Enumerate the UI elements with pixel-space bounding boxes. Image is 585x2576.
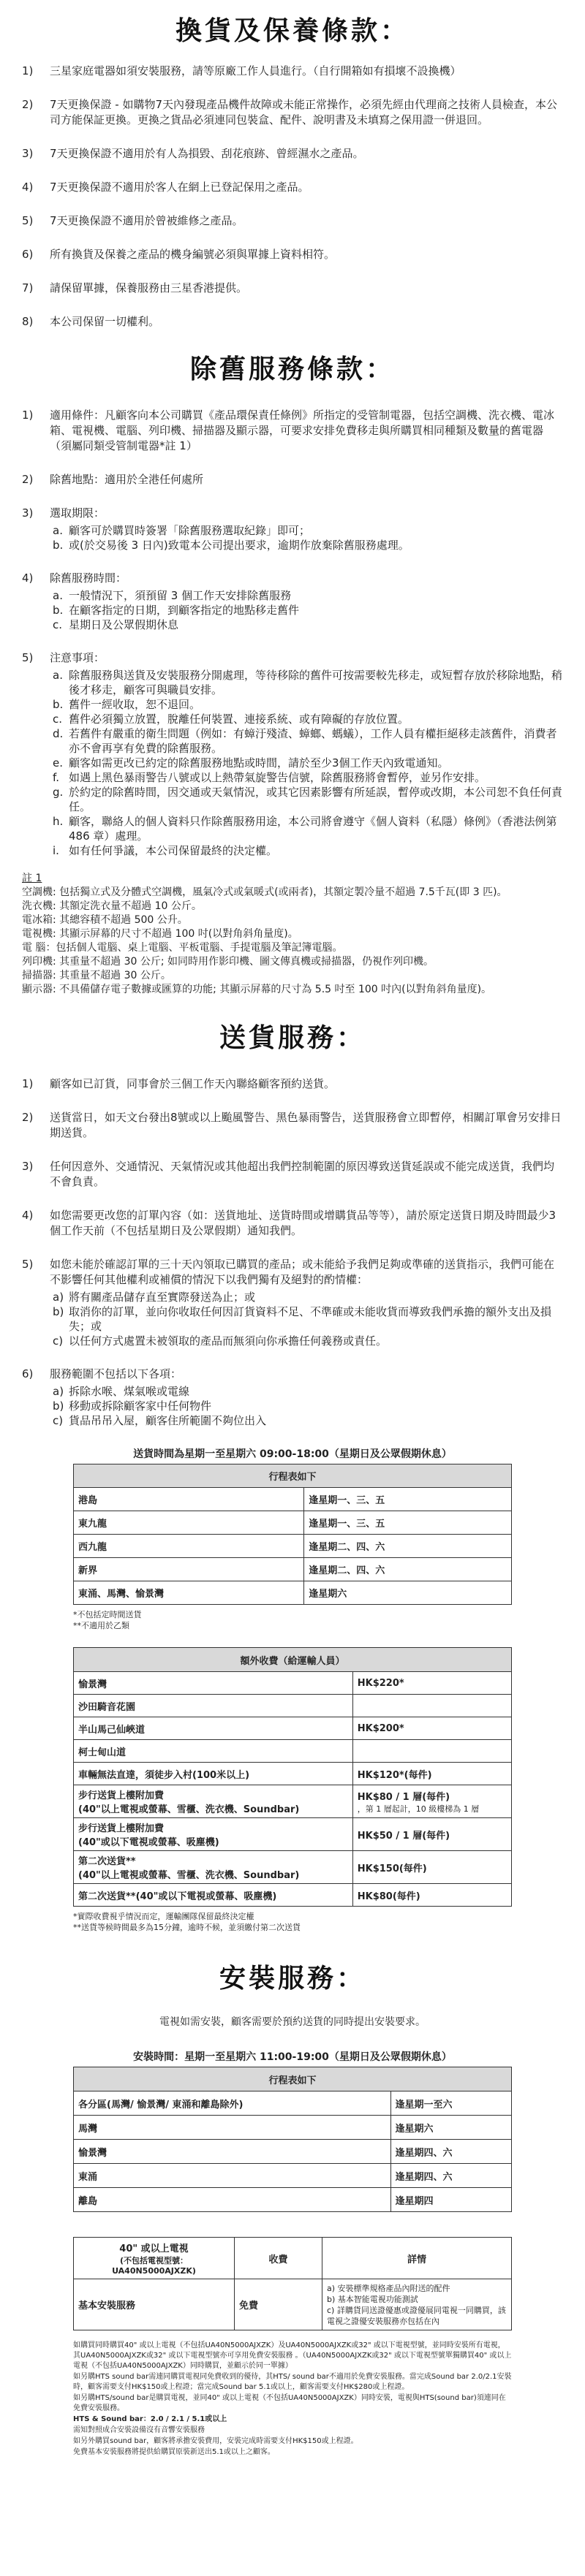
area-cell: 愉景灣 <box>74 2140 391 2164</box>
note-line: 電視機: 其顯示屏幕的尺寸不超過 100 吋(以對角斜角量度)。 <box>22 928 298 940</box>
table-header: 行程表如下 <box>74 2067 512 2091</box>
install-fine-print <box>73 2341 512 2458</box>
note-title: 註 1 <box>22 873 42 884</box>
list-item: 6) 所有換貨及保養之產品的機身編號必須與單據上資料相符。 <box>22 248 336 261</box>
note-line: **送貨等候時間最多為15分鐘，逾時不候，並須繳付第二次送貨 <box>73 1923 301 1932</box>
list-item: 6) 服務範圍不包括以下各項： a) 拆除水喉、煤氣喉或電線 b) 移動或拆除顧客家中任何物件 c) 貨品吊吊入屋，顧客住所範圍不夠位出入 <box>22 1367 563 1428</box>
table-row <box>74 1763 512 1785</box>
sub-item: f. 如遇上黑色暴雨警告八號或以上熱帶氣旋警告信號，除舊服務將會暫停，並另作安排。 <box>53 771 486 784</box>
area-cell: 各分區(馬灣/ 愉景灣/ 東涌和離島除外) <box>74 2091 391 2116</box>
table-row <box>74 1672 512 1695</box>
fee-value: HK$150(每件) <box>352 1851 511 1884</box>
sub-item: b. 在顧客指定的日期，到顧客指定的地點移走舊件 <box>53 604 300 617</box>
fee-item: 車輛無法直達，須徒步入村(100米以上) <box>74 1763 353 1785</box>
area-cell: 東涌、馬灣、愉景灣 <box>74 1581 304 1605</box>
table-row <box>74 2116 512 2140</box>
removal-list <box>22 408 563 858</box>
sub-item: e. 顧客如需更改已約定的除舊服務地點或時間，請於至少3個工作天內致電通知。 <box>53 756 449 770</box>
table-header: 行程表如下 <box>74 1464 512 1488</box>
fee-col-header: 收費 <box>235 2238 322 2279</box>
note-line: 空調機: 包括獨立式及分體式空調機，風氣冷式或氣暖式(或兩者)，其額定製冷量不超過 7.5千瓦(即 3 匹)。 <box>22 886 507 898</box>
note-line: 列印機: 其重量不超過 30 公斤; 如同時用作影印機、圖文傳真機或掃描器，仍視作列印機。 <box>22 956 434 968</box>
table-row <box>74 1558 512 1581</box>
fee-value <box>352 1740 511 1763</box>
fine-line: 如另購HTS/sound bar是購買電視，並同40" 或以上電視（不包括UA40N5000AJXZK）同時安裝，電視與HTS(sound bar)須連同在免費安裝服務。 <box>73 2394 506 2412</box>
removal-note <box>22 872 563 997</box>
fine-line: 如另購HTS sound bar需連同購買電視同免費收到的優待，其HTS/ sound bar不適用於免費安裝服務。當完成Sound bar 2.0/2.1安裝時，顧客需要支付HK$150或上程證；當完成Sound bar 5.1或以上，顧客需要支付HK$280或上程證。 <box>73 2373 512 2391</box>
sub-item: a) 拆除水喉、煤氣喉或電線 <box>53 1385 190 1398</box>
sub-item: c) 貨品吊吊入屋，顧客住所範圍不夠位出入 <box>53 1414 267 1427</box>
delivery-schedule-table <box>73 1464 512 1605</box>
area-cell: 東九龍 <box>74 1511 304 1535</box>
fee-item: 步行送貨上樓附加費 (40"或以下電視或螢幕、吸塵機) <box>74 1818 353 1851</box>
days-cell: 逢星期二、四、六 <box>304 1535 512 1558</box>
note-line: **不適用於乙類 <box>73 1621 129 1630</box>
fee-value <box>352 1695 511 1717</box>
table-row <box>74 1884 512 1907</box>
sub-item: b) 移動或拆除顧客家中任何物件 <box>53 1399 212 1413</box>
days-cell: 逢星期一、三、五 <box>304 1488 512 1511</box>
delivery-list <box>22 1076 563 1428</box>
days-cell: 逢星期二、四、六 <box>304 1558 512 1581</box>
list-item: 2) 送貨當日，如天文台發出8號或以上颱風警告、黑色暴雨警告，送貨服務會立即暫停，相關訂單會另安排日期送貨。 <box>22 1111 562 1139</box>
warranty-list <box>22 64 563 330</box>
sub-item: g. 於約定的除舊時間，因交通或天氣情況，或其它因素影響有所延誤，暫停或改期，本公司恕不負任何責任。 <box>53 786 563 813</box>
list-item: 2) 除舊地點：適用於全港任何處所 <box>22 473 204 486</box>
list-item: 5) 注意事項： a. 除舊服務與送貨及安裝服務分開處理，等待移除的舊件可按需要較先移走，或短暫存放於移除地點，稍後才移走，顧客可與職員安排。 b. 舊件一經收取，恕不退回。 c. 舊件必須獨立放置，脫離任何裝置、連接系統、或有障礙的存放位置。 d. 若舊件有嚴重的衛生問題（例如：有蟑汙殘渣、蟑螂、螞蟻），工作人員有權拒絕移走該舊件，消費者亦不會再享有免費的除舊服務。 e. 顧客如需更改已約定的除舊服務地點或時間，請於至少3個工作天內致電通知。 f. 如遇上黑色暴雨警告八號或以上熱帶氣旋警告信號，除舊服務將會暫停，並另作安排。 g. 於約定的除舊時間，因交通或天氣情況，或其它因素影響有所延誤，暫停或改期，本公司恕不負任何責任。 h. 顧客，聯絡人的個人資料只作除舊服務用途，本公司將會遵守《個人資料（私隱）條例》（香港法例第 486 章）處理。 i. 如有任何爭議，本公司保留最終的決定權。 <box>22 651 563 857</box>
sub-item: h. 顧客，聯絡人的個人資料只作除舊服務用途，本公司將會遵守《個人資料（私隱）條例》（香港法例第 486 章）處理。 <box>53 815 557 843</box>
area-cell: 新界 <box>74 1558 304 1581</box>
table-row <box>74 1740 512 1763</box>
delivery-title: 送貨服務： <box>219 1023 366 1053</box>
note-line: 電 腦：包括個人電腦、桌上電腦、平板電腦、手提電腦及筆記簿電腦。 <box>22 942 343 954</box>
sub-item: a. 除舊服務與送貨及安裝服務分開處理，等待移除的舊件可按需要較先移走，或短暫存放於移除地點，稍後才移走，顧客可與職員安排。 <box>53 669 563 696</box>
table-row <box>74 2091 512 2116</box>
list-item: 1) 三星家庭電器如須安裝服務，請等原廠工作人員進行。（自行開箱如有損壞不設換機） <box>22 64 461 77</box>
list-item: 8) 本公司保留一切權利。 <box>22 315 160 328</box>
fee-value: HK$80 / 1 層(每件) ，第 1 層起計，10 級樓梯為 1 層 <box>352 1785 511 1818</box>
days-cell: 逢星期四、六 <box>390 2164 511 2188</box>
delivery-notes <box>73 1609 512 1631</box>
area-cell: 西九龍 <box>74 1535 304 1558</box>
days-cell: 逢星期六 <box>390 2116 511 2140</box>
extra-fee-table <box>73 1647 512 1907</box>
table-header: 額外收費（給運輸人員） <box>74 1648 512 1672</box>
note-line: 掃描器: 其重量不超過 30 公斤。 <box>22 970 171 981</box>
area-cell: 離島 <box>74 2188 391 2212</box>
table-row <box>74 1535 512 1558</box>
note-line: *實際收費視乎情況而定，運輸團隊保留最終決定權 <box>73 1912 254 1921</box>
list-item: 3) 7天更換保證不適用於有人為損毀、刮花痕跡、曾經濕水之產品。 <box>22 147 364 160</box>
sub-item: c) 以任何方式處置未被領取的產品而無須向你承擔任何義務或責任。 <box>53 1334 388 1348</box>
tv-install-table <box>73 2237 512 2330</box>
list-item: 7) 請保留單據，保養服務由三星香港提供。 <box>22 281 248 295</box>
note-line: 洗衣機: 其額定洗衣量不超過 10 公斤。 <box>22 900 202 912</box>
fee-item: 第二次送貨**(40"或以下電視或螢幕、吸塵機) <box>74 1884 353 1907</box>
fee-item: 柯士甸山道 <box>74 1740 353 1763</box>
table-row <box>74 1818 512 1851</box>
install-intro: 電視如需安裝，顧客需要於預約送貨的同時提出安裝要求。 <box>159 2016 426 2028</box>
note-line: 顯示器: 不具備儲存電子數據或匯算的功能; 其顯示屏幕的尺寸為 5.5 吋至 100 吋內(以對角斜角量度)。 <box>22 984 492 995</box>
days-cell: 逢星期四 <box>390 2188 511 2212</box>
fine-line: HTS & Sound bar：2.0 / 2.1 / 5.1或以上 <box>73 2415 227 2423</box>
detail-col-header: 詳情 <box>322 2238 512 2279</box>
sub-item: a. 一般情況下，須預留 3 個工作天安排除舊服務 <box>53 589 292 602</box>
days-cell: 逢星期一至六 <box>390 2091 511 2116</box>
list-item: 3) 任何因意外、交通情況、天氣情況或其他超出我們控制範圍的原因導致送貨延誤或不能完成送貨，我們均不會負責。 <box>22 1160 555 1188</box>
install-title: 安裝服務： <box>219 1964 366 1994</box>
area-cell: 馬灣 <box>74 2116 391 2140</box>
table-row <box>74 1488 512 1511</box>
table-row <box>74 2164 512 2188</box>
list-item: 4) 如您需要更改您的訂單內容（如：送貨地址、送貨時間或增購貨品等等），請於原定送貨日期及時間最少3個工作天前（不包括星期日及公眾假期）通知我們。 <box>22 1209 556 1237</box>
note-line: *不包括定時間送貨 <box>73 1610 142 1619</box>
list-item: 1) 適用條件：凡顧客向本公司購買《產品環保責任條例》所指定的受管制電器，包括空調機、洗衣機、電冰箱、電視機、電腦、列印機、掃描器及顯示器，可要求安排免費移走與所購買相同種類及數量的舊電器（須屬同類受管制電器*註 1） <box>22 409 555 452</box>
list-item: 5) 7天更換保證不適用於曾被維修之產品。 <box>22 214 244 227</box>
table-row <box>74 2140 512 2164</box>
table-row <box>74 1511 512 1535</box>
table-row <box>74 1717 512 1740</box>
days-cell: 逢星期六 <box>304 1581 512 1605</box>
delivery-time-caption: 送貨時間為星期一至星期六 09:00-18:00（星期日及公眾假期休息） <box>133 1448 452 1460</box>
sub-item: b) 取消你的訂單，並向你收取任何因訂貨資料不足、不準確或未能收貨而導致我們承擔的額外支出及損失；或 <box>53 1305 552 1333</box>
table-header-row <box>74 2238 512 2279</box>
sub-item: b. 或(於交易後 3 日內)致電本公司提出要求，逾期作放棄除舊服務處理。 <box>53 539 410 552</box>
sub-item: a) 將有關產品儲存直至實際發送為止；或 <box>53 1291 256 1304</box>
tv-col-header: 40" 或以上電視 (不包括電視型號：UA40N5000AJXZK) <box>74 2238 235 2279</box>
list-item: 1) 顧客如已訂貨，同事會於三個工作天內聯絡顧客預約送貨。 <box>22 1077 336 1090</box>
days-cell: 逢星期一、三、五 <box>304 1511 512 1535</box>
fine-line: 如購買同時購買40" 或以上電視（不包括UA40N5000AJXZK）及UA40N5000AJXZK或32" 或以下電視型號，並同時安裝所有電視，其UA40N5000AJXZK或32" 或以下電視型號亦可享用免費安裝服務 。（UA40N5000AJXZK或32" 或以下電視型號單獨購買40" 或以上電視（不包括UA40N5000AJXZK）同時購買，並顧示於同一單據） <box>73 2341 512 2370</box>
fee-item: 沙田騎音花園 <box>74 1695 353 1717</box>
service-fee: 免費 <box>235 2279 322 2330</box>
list-item: 3) 選取期限： a. 顧客可於購買時簽署「除舊服務選取紀錄」即可； b. 或(於交易後 3 日內)致電本公司提出要求，逾期作放棄除舊服務處理。 <box>22 506 563 552</box>
note-line: 電冰箱: 其總容積不超過 500 公升。 <box>22 914 188 926</box>
install-schedule-table <box>73 2067 512 2212</box>
table-row <box>74 1581 512 1605</box>
fee-value: HK$200* <box>352 1717 511 1740</box>
table-row <box>74 1785 512 1818</box>
area-cell: 東涌 <box>74 2164 391 2188</box>
area-cell: 港島 <box>74 1488 304 1511</box>
fee-item: 步行送貨上樓附加費 (40"以上電視或螢幕、雪櫃、洗衣機、Soundbar) <box>74 1785 353 1818</box>
fee-notes <box>73 1911 512 1933</box>
fee-item: 愉景灣 <box>74 1672 353 1695</box>
list-item: 4) 除舊服務時間： a. 一般情況下，須預留 3 個工作天安排除舊服務 b. 在顧客指定的日期，到顧客指定的地點移走舊件 c. 星期日及公眾假期休息 <box>22 571 563 632</box>
fine-line: 免費基本安裝服務將提供給購買原裝新送出5.1或以上之顧客。 <box>73 2448 275 2456</box>
fee-value: HK$80(每件) <box>352 1884 511 1907</box>
table-row <box>74 2279 512 2330</box>
sub-item: i. 如有任何爭議，本公司保留最終的決定權。 <box>53 844 278 857</box>
fee-value: HK$120*(每件) <box>352 1763 511 1785</box>
list-item: 2) 7天更換保證 - 如購物7天內發現產品機件故障或未能正常操作，必須先經由代理商之技術人員檢查，本公司方能保証更換。更換之貨品必須連同包裝盒、配件、說明書及未填寫之保用證一併退回。 <box>22 98 558 126</box>
sub-item: a. 顧客可於購買時簽署「除舊服務選取紀錄」即可； <box>53 524 311 537</box>
fee-item: 半山馬己仙峽道 <box>74 1717 353 1740</box>
fee-value: HK$220* <box>352 1672 511 1695</box>
removal-title: 除舊服務條款： <box>189 354 395 384</box>
sub-item: c. 星期日及公眾假期休息 <box>53 618 179 631</box>
install-schedule <box>73 2049 512 2212</box>
list-item: 4) 7天更換保證不適用於客人在網上已登記保用之產品。 <box>22 181 309 194</box>
table-row <box>74 1851 512 1884</box>
fee-item: 第二次送貨** (40"以上電視或螢幕、雪櫃、洗衣機、Soundbar) <box>74 1851 353 1884</box>
service-label: 基本安裝服務 <box>74 2279 235 2330</box>
fine-line: 如另外購買sound bar，顧客將承擔安裝費用，安裝完成時需要支付HK$150或上程證。 <box>73 2437 358 2445</box>
sub-item: d. 若舊件有嚴重的衛生問題（例如：有蟑汙殘渣、蟑螂、螞蟻），工作人員有權拒絕移走該舊件，消費者亦不會再享有免費的除舊服務。 <box>53 727 557 755</box>
warranty-title: 換貨及保養條款： <box>175 16 410 46</box>
fee-value: HK$50 / 1 層(每件) <box>352 1818 511 1851</box>
service-details: a) 安裝標準規格產品內附送的配件 b) 基本智能電視功能測試 c) 詳購貨同送證優惠或證優展同電視一同購買，該電視之證優安裝服務亦包括在內 <box>322 2279 512 2330</box>
table-row <box>74 1695 512 1717</box>
fine-line: 需知對照成合安裝設備沒有音響安裝服務 <box>73 2426 205 2434</box>
sub-item: c. 舊件必須獨立放置，脫離任何裝置、連接系統、或有障礙的存放位置。 <box>53 713 410 726</box>
sub-item: b. 舊件一經收取，恕不退回。 <box>53 698 201 711</box>
install-time-caption: 安裝時間：星期一至星期六 11:00-19:00（星期日及公眾假期休息） <box>133 2051 452 2063</box>
list-item: 5) 如您未能於確認訂單的三十天內領取已購買的產品；或未能給予我們足夠或準確的送貨指示，我們可能在不影響任何其他權利或補償的情況下以我們獨有及絕對的酌情權： a) 將有關產品儲存直至實際發送為止；或 b) 取消你的訂單，並向你收取任何因訂貨資料不足、不準確或未能收貨而導致我們承擔的額外支出及損失；或 c) 以任何方式處置未被領取的產品而無須向你承擔任何義務或責任。 <box>22 1257 563 1348</box>
table-row <box>74 2188 512 2212</box>
days-cell: 逢星期四、六 <box>390 2140 511 2164</box>
